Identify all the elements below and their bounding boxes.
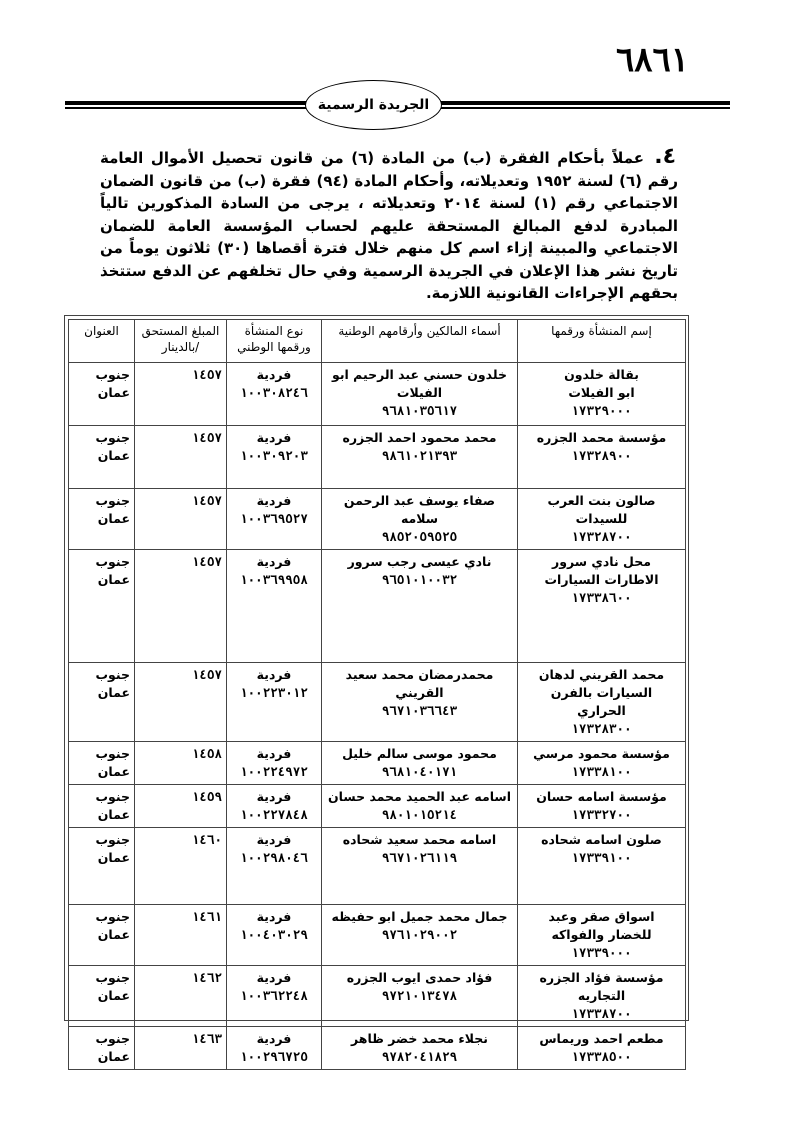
address-cell [69,363,135,426]
owner-national-id: ٩٦٧١٠٢٦١١٩ [381,850,458,865]
type-cell [227,966,322,1027]
owner-cell [322,742,518,785]
amount-due: ١٤٦١ [191,909,222,924]
address-line: عمان [97,764,130,779]
establishment-national-number: ١٠٠٣٠٨٢٤٦ [240,385,308,400]
establishment-number: ١٧٣٣٨٥٠٠ [571,1049,632,1064]
table-row [69,363,686,426]
type-cell [227,828,322,905]
owner-national-id: ٩٧٢١٠١٣٤٧٨ [381,988,458,1003]
amount-cell [135,966,227,1027]
establishment-cell [518,426,686,489]
establishment-number: ١٧٣٣٨١٠٠ [571,764,632,779]
address-line: عمان [97,1049,130,1064]
amount-cell [135,1027,227,1070]
address-cell [69,550,135,663]
table-header-row [69,320,686,363]
establishment-type: فردية [256,789,292,804]
table-row [69,550,686,663]
debtors-table [68,319,686,1070]
establishment-national-number: ١٠٠٣٦٩٩٥٨ [240,572,308,587]
establishment-name: صلون اسامه شحاده [541,832,662,847]
header-amount-due: المبلغ المستحق /بالدينار [135,320,227,363]
address-cell [69,426,135,489]
owner-national-id: ٩٨٦١٠٢١٣٩٣ [381,448,458,463]
owner-national-id: ٩٦٥١٠١٠٠٣٢ [381,572,458,587]
address-line: جنوب [95,430,130,445]
establishment-name: الحراري [577,703,626,718]
amount-due: ١٤٥٩ [191,789,222,804]
table-row [69,663,686,742]
amount-cell [135,363,227,426]
establishment-name: السيارات بالفرن [550,685,653,700]
owner-cell [322,966,518,1027]
establishment-type: فردية [256,367,292,382]
establishment-national-number: ١٠٠٣٦٢٢٤٨ [240,988,308,1003]
establishment-national-number: ١٠٠٢٩٦٧٢٥ [240,1049,308,1064]
establishment-number: ١٧٣٢٨٩٠٠ [571,448,632,463]
owner-cell [322,785,518,828]
table-row [69,489,686,550]
address-cell [69,905,135,966]
owner-cell [322,489,518,550]
type-cell [227,550,322,663]
establishment-national-number: ١٠٠٢٩٨٠٤٦ [240,850,308,865]
establishment-number: ١٧٣٣٩١٠٠ [571,850,632,865]
establishment-type: فردية [256,493,292,508]
establishment-name: محمد القريني لدهان [538,667,665,682]
table-row [69,966,686,1027]
establishment-type: فردية [256,554,292,569]
table-row [69,905,686,966]
table-row [69,828,686,905]
amount-cell [135,489,227,550]
address-line: جنوب [95,667,130,682]
owner-cell [322,426,518,489]
establishment-cell [518,828,686,905]
establishment-national-number: ١٠٠٢٢٧٨٤٨ [240,807,308,822]
establishment-number: ١٧٣٣٢٧٠٠ [571,807,632,822]
establishment-national-number: ١٠٠٢٢٣٠١٢ [240,685,308,700]
owner-national-id: ٩٨٥٢٠٥٩٥٢٥ [381,529,458,544]
establishment-type: فردية [256,667,292,682]
establishment-type: فردية [256,832,292,847]
establishment-national-number: ١٠٠٣٠٩٢٠٣ [240,448,308,463]
establishment-cell [518,785,686,828]
owner-name: اسامه عبد الحميد محمد حسان [328,789,511,804]
table-row [69,1027,686,1070]
establishment-cell [518,489,686,550]
establishment-type: فردية [256,746,292,761]
table-row [69,785,686,828]
establishment-name: اسواق صقر وعبد [548,909,655,924]
gazette-title-oval [305,80,442,130]
table-row [69,426,686,489]
establishment-national-number: ١٠٠٤٠٣٠٢٩ [240,927,308,942]
establishment-name: صالون بنت العرب [547,493,656,508]
establishment-number: ١٧٣٣٨٦٠٠ [571,590,632,605]
header-address: العنوان [69,320,135,363]
address-cell [69,489,135,550]
establishment-name: ابو الفيلات [568,385,635,400]
amount-cell [135,828,227,905]
establishment-type: فردية [256,970,292,985]
address-line: جنوب [95,746,130,761]
amount-cell [135,426,227,489]
amount-cell [135,905,227,966]
amount-due: ١٤٦٢ [191,970,222,985]
establishment-cell [518,363,686,426]
establishment-type: فردية [256,909,292,924]
header-owner-names: أسماء المالكين وأرقامهم الوطنية [322,320,518,363]
owner-name: نجلاء محمد خضر ظاهر [351,1031,488,1046]
owner-national-id: ٩٧٨٢٠٤١٨٢٩ [381,1049,458,1064]
address-cell [69,785,135,828]
owner-cell [322,550,518,663]
address-line: عمان [97,448,130,463]
address-cell [69,742,135,785]
owner-cell [322,363,518,426]
establishment-cell [518,966,686,1027]
address-line: عمان [97,988,130,1003]
establishment-number: ١٧٣٣٩٠٠٠ [571,945,632,960]
address-line: عمان [97,927,130,942]
address-line: عمان [97,572,130,587]
owner-name: محمدرمضان محمد سعيد القريني [345,667,494,700]
owner-national-id: ٩٦٨١٠٤٠١٧١ [381,764,458,779]
establishment-cell [518,905,686,966]
gazette-title: الجريدة الرسمية [317,97,430,113]
address-cell [69,663,135,742]
amount-cell [135,785,227,828]
establishment-cell [518,742,686,785]
establishment-number: ١٧٣٢٩٠٠٠ [571,403,632,418]
owner-cell [322,1027,518,1070]
establishment-name: مؤسسة محمد الجزره [536,430,667,445]
address-line: عمان [97,685,130,700]
establishment-national-number: ١٠٠٢٢٤٩٧٢ [240,764,308,779]
type-cell [227,489,322,550]
address-line: جنوب [95,1031,130,1046]
type-cell [227,426,322,489]
owner-name: محمود موسى سالم خليل [342,746,497,761]
owner-national-id: ٩٦٨١٠٣٥٦١٧ [381,403,458,418]
amount-due: ١٤٥٧ [191,667,222,682]
address-line: جنوب [95,789,130,804]
address-line: جنوب [95,832,130,847]
address-cell [69,1027,135,1070]
amount-due: ١٤٦٠ [191,832,222,847]
table-row [69,742,686,785]
amount-cell [135,663,227,742]
address-line: جنوب [95,493,130,508]
owner-cell [322,905,518,966]
establishment-type: فردية [256,430,292,445]
type-cell [227,1027,322,1070]
owner-name: جمال محمد جميل ابو حفيظه [331,909,508,924]
establishment-name: مؤسسة اسامه حسان [536,789,667,804]
notice-text: عملاً بأحكام الفقرة (ب) من المادة (٦) من قانون تحصيل الأموال العامة رقم (٦) لسنة ١٩٥٢ وتعديلاته، وأحكام المادة (٩٤) فقرة (ب) من قانون الضمان الاجتماعي رقم (١) لسنة ٢٠١٤ وتعديلاته ، يرجى من السادة المذكورين تالياً المبادرة لدفع المبالغ المستحقة عليهم لحساب المؤسسة العامة للضمان الاجتماعي والمبينة إزاء اسم كل منهم خلال فترة أقصاها (٣٠) ثلاثون يوماً من تاريخ نشر هذا الإعلان في الجريدة الرسمية وفي حال تخلفهم عن الدفع ستتخذ بحقهم الإجراءات القانونية اللازمة. [100,149,679,302]
establishment-national-number: ١٠٠٣٦٩٥٢٧ [240,511,308,526]
address-line: جنوب [95,909,130,924]
establishment-name: التجاريه [577,988,626,1003]
establishment-name: الاطارات السيارات [544,572,659,587]
amount-due: ١٤٥٧ [191,367,222,382]
amount-cell [135,742,227,785]
establishment-name: مطعم احمد وريماس [539,1031,664,1046]
establishment-number: ١٧٣٣٨٧٠٠ [571,1006,632,1021]
type-cell [227,785,322,828]
table-body [69,363,686,1070]
owner-name: خلدون حسني عبد الرحيم ابو الفيلات [332,367,507,400]
address-line: جنوب [95,970,130,985]
address-line: عمان [97,511,130,526]
establishment-name: مؤسسة فؤاد الجزره [539,970,664,985]
establishment-number: ١٧٣٢٨٧٠٠ [571,529,632,544]
address-line: جنوب [95,367,130,382]
address-line: عمان [97,385,130,400]
establishment-name: بقالة خلدون [564,367,639,382]
address-line: جنوب [95,554,130,569]
owner-name: محمد محمود احمد الجزره [342,430,497,445]
owner-name: صفاء يوسف عبد الرحمن سلامه [343,493,496,526]
amount-cell [135,550,227,663]
amount-due: ١٤٦٣ [191,1031,222,1046]
header-establishment-type: نوع المنشأة ورقمها الوطني [227,320,322,363]
address-line: عمان [97,850,130,865]
address-cell [69,966,135,1027]
establishment-name: للسيدات [575,511,628,526]
owner-name: نادي عيسى رجب سرور [347,554,492,569]
type-cell [227,742,322,785]
establishment-cell [518,663,686,742]
owner-name: فؤاد حمدى ايوب الجزره [346,970,493,985]
owner-cell [322,663,518,742]
amount-due: ١٤٥٧ [191,493,222,508]
establishment-name: للخضار والفواكه [551,927,652,942]
establishment-cell [518,1027,686,1070]
amount-due: ١٤٥٧ [191,430,222,445]
type-cell [227,363,322,426]
establishment-name: محل نادي سرور [552,554,651,569]
establishment-name: مؤسسة محمود مرسي [533,746,670,761]
establishment-type: فردية [256,1031,292,1046]
amount-due: ١٤٥٨ [191,746,222,761]
owner-national-id: ٩٨٠١٠١٥٢١٤ [381,807,458,822]
type-cell [227,905,322,966]
notice-paragraph [100,147,678,305]
establishment-number: ١٧٣٢٨٣٠٠ [571,721,632,736]
amount-due: ١٤٥٧ [191,554,222,569]
page-number: ٦٨٦١ [616,40,690,80]
address-cell [69,828,135,905]
establishment-cell [518,550,686,663]
address-line: عمان [97,807,130,822]
owner-cell [322,828,518,905]
header-establishment-name: إسم المنشأة ورقمها [518,320,686,363]
owner-name: اسامه محمد سعيد شحاده [342,832,497,847]
owner-national-id: ٩٧٦١٠٢٩٠٠٢ [381,927,458,942]
type-cell [227,663,322,742]
notice-item-number: ٤. [654,144,676,169]
owner-national-id: ٩٦٧١٠٣٦٦٤٣ [381,703,458,718]
